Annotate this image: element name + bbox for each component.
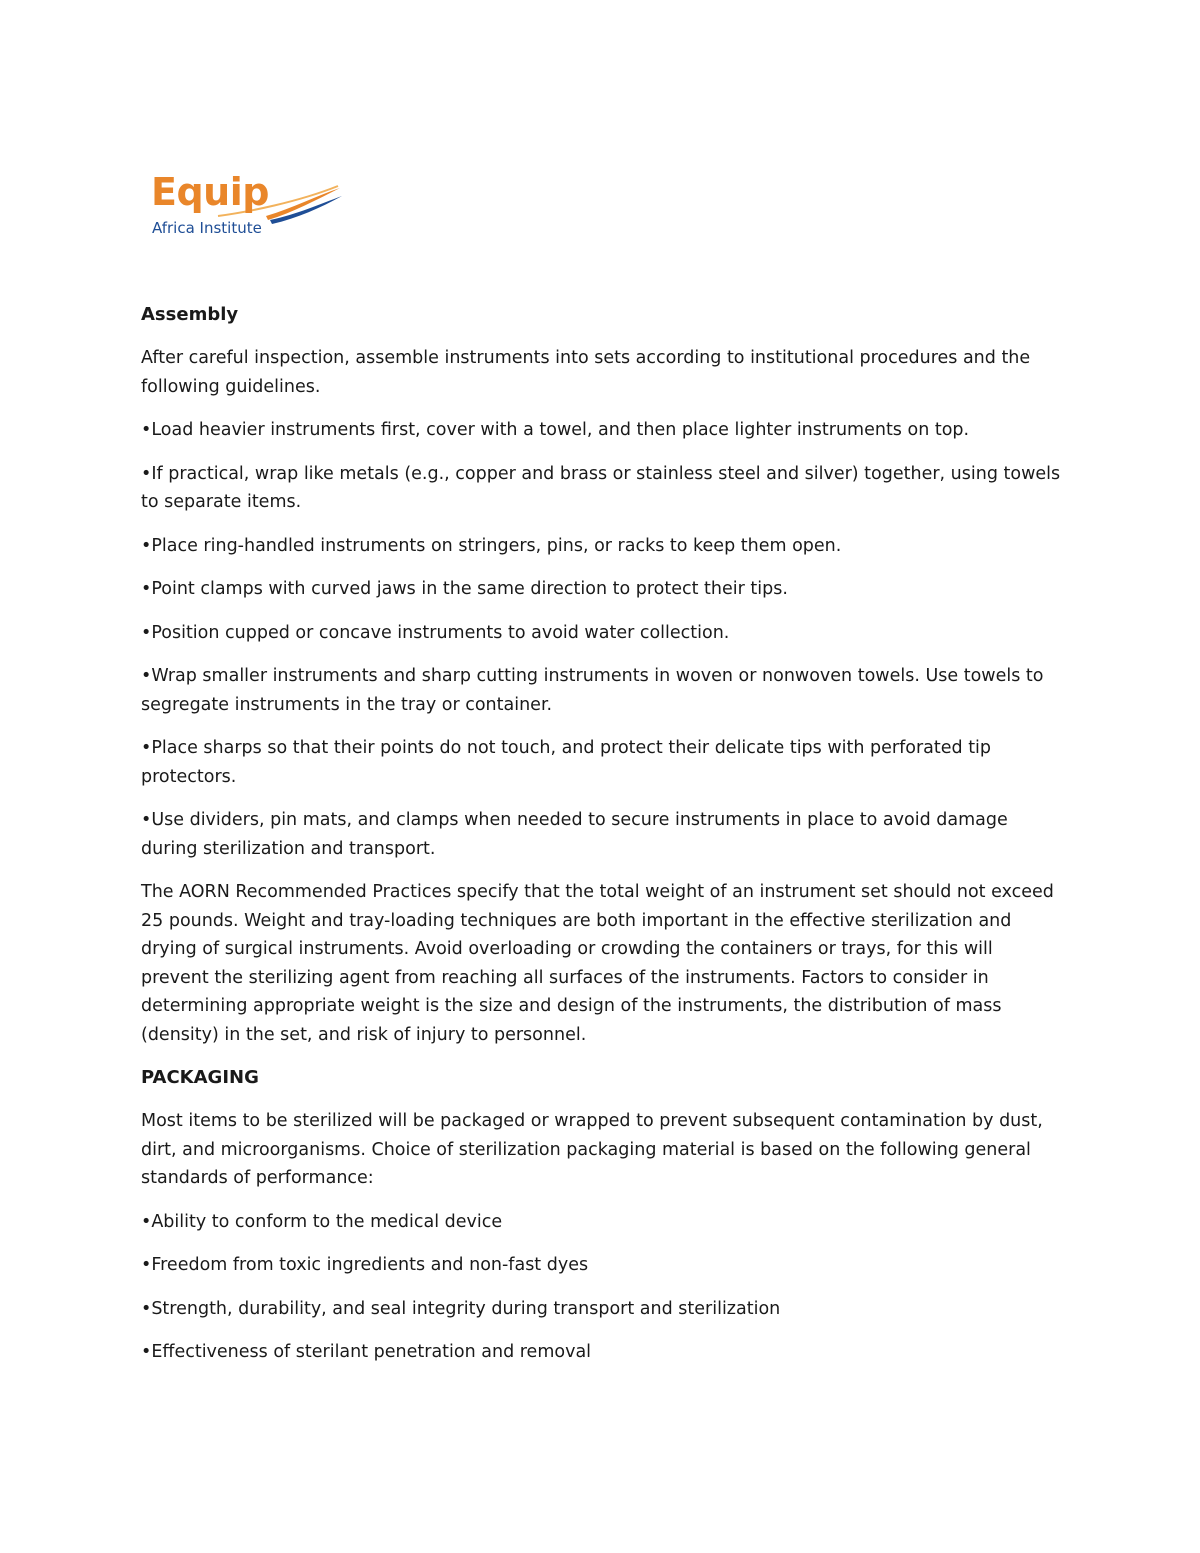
packaging-bullet: • Strength, durability, and seal integrity during transport and sterilization: [141, 1295, 1061, 1324]
assembly-bullet: • Position cupped or concave instruments to avoid water collection.: [141, 619, 1061, 648]
logo-subtitle: Africa Institute: [152, 219, 262, 237]
assembly-closing: The AORN Recommended Practices specify that the total weight of an instrument set should not exceed 25 pounds. Weight and tray-loading techniques are both important in the effective sterilization and drying of surgical instruments. Avoid overloading or crowding the containers or trays, for this will prevent the sterilizing agent from reaching all surfaces of the instruments. Factors to consider in determining appropriate weight is the size and design of the instruments, the distribution of mass (density) in the set, and risk of injury to personnel.: [141, 882, 1054, 1045]
packaging-bullet: • Freedom from toxic ingredients and non-fast dyes: [141, 1251, 1061, 1280]
assembly-heading: Assembly: [141, 304, 239, 325]
logo-wordmark: Equip: [151, 170, 269, 214]
packaging-heading: PACKAGING: [141, 1067, 259, 1088]
assembly-intro: After careful inspection, assemble instruments into sets according to institutional procedures and the following guidelines.: [141, 348, 1031, 397]
assembly-bullet: • Place sharps so that their points do not touch, and protect their delicate tips with perforated tip protectors.: [141, 734, 1061, 791]
assembly-bullet: • If practical, wrap like metals (e.g., copper and brass or stainless steel and silver) together, using towels to separate items.: [141, 460, 1061, 517]
assembly-bullet: • Use dividers, pin mats, and clamps when needed to secure instruments in place to avoid damage during sterilization and transport.: [141, 806, 1061, 863]
packaging-bullet: • Effectiveness of sterilant penetration and removal: [141, 1338, 1061, 1367]
assembly-bullet: • Point clamps with curved jaws in the same direction to protect their tips.: [141, 575, 1061, 604]
document-body: [141, 301, 1061, 1382]
assembly-bullet: • Wrap smaller instruments and sharp cutting instruments in woven or nonwoven towels. Use towels to segregate instruments in the tray or container.: [141, 662, 1061, 719]
assembly-bullet: • Place ring-handled instruments on stringers, pins, or racks to keep them open.: [141, 532, 1061, 561]
packaging-bullet: • Ability to conform to the medical device: [141, 1208, 1061, 1237]
assembly-bullet: • Load heavier instruments first, cover with a towel, and then place lighter instruments on top.: [141, 416, 1061, 445]
equip-africa-logo: [148, 172, 348, 242]
packaging-intro: Most items to be sterilized will be packaged or wrapped to prevent subsequent contamination by dust, dirt, and microorganisms. Choice of sterilization packaging material is based on the following general standards of performance:: [141, 1111, 1043, 1188]
